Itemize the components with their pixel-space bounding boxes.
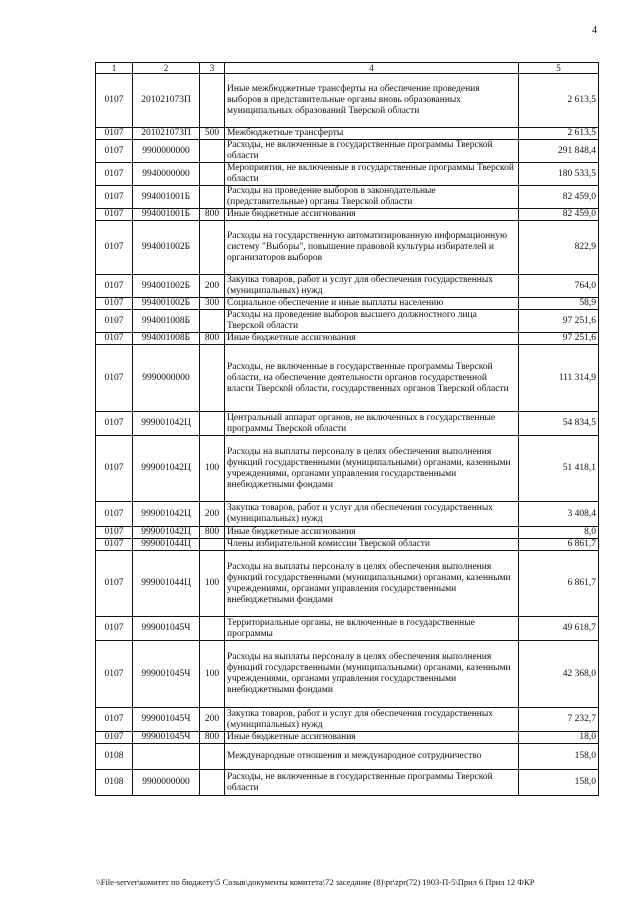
cell-c2: 999001042Ц bbox=[133, 502, 200, 527]
table-row bbox=[96, 140, 599, 163]
cell-c4: Территориальные органы, не включенные в государственные программы bbox=[225, 617, 519, 641]
cell-c1: 0107 bbox=[96, 163, 133, 186]
cell-c3 bbox=[200, 310, 225, 333]
table-row bbox=[96, 333, 599, 345]
cell-c5: 180 533,5 bbox=[519, 163, 599, 186]
table-row bbox=[96, 412, 599, 436]
cell-c1: 0107 bbox=[96, 333, 133, 345]
cell-c2: 9990000000 bbox=[133, 345, 200, 412]
table-row bbox=[96, 732, 599, 744]
cell-c2: 999001042Ц bbox=[133, 527, 200, 539]
cell-c2: 999001045Ч bbox=[133, 708, 200, 732]
cell-c1: 0107 bbox=[96, 641, 133, 708]
cell-c5: 8,0 bbox=[519, 527, 599, 539]
cell-c4: Иные бюджетные ассигнования bbox=[225, 527, 519, 539]
cell-c1: 0107 bbox=[96, 310, 133, 333]
cell-c4: Межбюджетные трансферты bbox=[225, 128, 519, 140]
cell-c3 bbox=[200, 74, 225, 128]
cell-c1: 0107 bbox=[96, 221, 133, 275]
cell-c4: Закупка товаров, работ и услуг для обеспечения государственных (муниципальных) нужд bbox=[225, 275, 519, 298]
table-row bbox=[96, 502, 599, 527]
cell-c1: 0107 bbox=[96, 345, 133, 412]
cell-c1: 0108 bbox=[96, 770, 133, 796]
cell-c5: 18,0 bbox=[519, 732, 599, 744]
budget-table bbox=[95, 62, 599, 796]
cell-c2: 999001042Ц bbox=[133, 412, 200, 436]
cell-c2: 999001042Ц bbox=[133, 436, 200, 502]
table-row bbox=[96, 527, 599, 539]
cell-c4: Расходы, не включенные в государственные программы Тверской области bbox=[225, 140, 519, 163]
page-number: 4 bbox=[592, 25, 597, 36]
cell-c3 bbox=[200, 345, 225, 412]
cell-c4: Расходы на выплаты персоналу в целях обеспечения выполнения функций государственными (муниципальными) органами, казенными учреждениями, органами управления государственными внебюджетными фондами bbox=[225, 436, 519, 502]
cell-c3 bbox=[200, 221, 225, 275]
table-row bbox=[96, 74, 599, 128]
cell-c5: 158,0 bbox=[519, 770, 599, 796]
table-row bbox=[96, 345, 599, 412]
cell-c5: 6 861,7 bbox=[519, 551, 599, 617]
cell-c4: Центральный аппарат органов, не включенных в государственные программы Тверской области bbox=[225, 412, 519, 436]
cell-c2: 994001008Б bbox=[133, 310, 200, 333]
cell-c4: Иные бюджетные ассигнования bbox=[225, 732, 519, 744]
cell-c1: 0107 bbox=[96, 275, 133, 298]
table-row bbox=[96, 221, 599, 275]
cell-c5: 82 459,0 bbox=[519, 209, 599, 221]
table-row bbox=[96, 436, 599, 502]
table-row bbox=[96, 186, 599, 209]
table-row bbox=[96, 539, 599, 551]
cell-c3: 800 bbox=[200, 527, 225, 539]
cell-c2: 994001001Б bbox=[133, 209, 200, 221]
table-row bbox=[96, 163, 599, 186]
table-row bbox=[96, 310, 599, 333]
cell-c3: 200 bbox=[200, 708, 225, 732]
cell-c1: 0107 bbox=[96, 140, 133, 163]
cell-c5: 49 618,7 bbox=[519, 617, 599, 641]
header-cell: 1 bbox=[96, 63, 133, 74]
cell-c3 bbox=[200, 163, 225, 186]
cell-c4: Иные межбюджетные трансферты на обеспечение проведения выборов в представительные органы вновь образованных муниципальных образований Тверской области bbox=[225, 74, 519, 128]
cell-c4: Международные отношения и международное сотрудничество bbox=[225, 744, 519, 770]
cell-c1: 0107 bbox=[96, 708, 133, 732]
cell-c1: 0107 bbox=[96, 209, 133, 221]
cell-c4: Расходы на проведение выборов в законодательные (представительные) органы Тверской области bbox=[225, 186, 519, 209]
header-cell: 2 bbox=[133, 63, 200, 74]
cell-c1: 0107 bbox=[96, 539, 133, 551]
cell-c2: 994001008Б bbox=[133, 333, 200, 345]
cell-c2: 999001045Ч bbox=[133, 617, 200, 641]
cell-c4: Расходы, не включенные в государственные программы Тверской области, на обеспечение деятельности органов государственной власти Тверской области, государственных органов Тверской области bbox=[225, 345, 519, 412]
cell-c1: 0107 bbox=[96, 551, 133, 617]
cell-c3 bbox=[200, 539, 225, 551]
table-row bbox=[96, 298, 599, 310]
header-cell: 5 bbox=[519, 63, 599, 74]
cell-c4: Расходы на проведение выборов высшего должностного лица Тверской области bbox=[225, 310, 519, 333]
cell-c2: 9900000000 bbox=[133, 140, 200, 163]
table-row bbox=[96, 770, 599, 796]
cell-c4: Расходы на государственную автоматизированную информационную систему "Выборы", повышение правовой культуры избирателей и организаторов выборов bbox=[225, 221, 519, 275]
cell-c1: 0107 bbox=[96, 527, 133, 539]
cell-c4: Члены избирательной комиссии Тверской области bbox=[225, 539, 519, 551]
cell-c5: 158,0 bbox=[519, 744, 599, 770]
cell-c1: 0107 bbox=[96, 186, 133, 209]
cell-c4: Закупка товаров, работ и услуг для обеспечения государственных (муниципальных) нужд bbox=[225, 708, 519, 732]
cell-c1: 0107 bbox=[96, 436, 133, 502]
cell-c2: 999001044Ц bbox=[133, 539, 200, 551]
cell-c2: 999001045Ч bbox=[133, 732, 200, 744]
table-row bbox=[96, 617, 599, 641]
cell-c4: Расходы на выплаты персоналу в целях обеспечения выполнения функций государственными (муниципальными) органами, казенными учреждениями, органами управления государственными внебюджетными фондами bbox=[225, 641, 519, 708]
cell-c4: Иные бюджетные ассигнования bbox=[225, 333, 519, 345]
cell-c1: 0107 bbox=[96, 617, 133, 641]
cell-c5: 51 418,1 bbox=[519, 436, 599, 502]
cell-c3: 100 bbox=[200, 551, 225, 617]
cell-c1: 0107 bbox=[96, 298, 133, 310]
table-row bbox=[96, 209, 599, 221]
cell-c2: 9900000000 bbox=[133, 770, 200, 796]
cell-c2: 9940000000 bbox=[133, 163, 200, 186]
cell-c1: 0107 bbox=[96, 412, 133, 436]
cell-c2: 994001002Б bbox=[133, 221, 200, 275]
cell-c5: 291 848,4 bbox=[519, 140, 599, 163]
cell-c2: 999001044Ц bbox=[133, 551, 200, 617]
cell-c5: 97 251,6 bbox=[519, 310, 599, 333]
cell-c5: 42 368,0 bbox=[519, 641, 599, 708]
header-row bbox=[96, 63, 599, 74]
cell-c2: 994001001Б bbox=[133, 186, 200, 209]
cell-c3 bbox=[200, 140, 225, 163]
cell-c3 bbox=[200, 412, 225, 436]
cell-c3: 300 bbox=[200, 298, 225, 310]
cell-c3: 800 bbox=[200, 732, 225, 744]
cell-c5: 2 613,5 bbox=[519, 74, 599, 128]
table-row bbox=[96, 551, 599, 617]
table-row bbox=[96, 128, 599, 140]
cell-c5: 82 459,0 bbox=[519, 186, 599, 209]
cell-c3 bbox=[200, 744, 225, 770]
cell-c1: 0107 bbox=[96, 732, 133, 744]
cell-c5: 822,9 bbox=[519, 221, 599, 275]
cell-c1: 0107 bbox=[96, 74, 133, 128]
cell-c3: 100 bbox=[200, 641, 225, 708]
cell-c2: 994001002Б bbox=[133, 275, 200, 298]
cell-c5: 2 613,5 bbox=[519, 128, 599, 140]
cell-c5: 7 232,7 bbox=[519, 708, 599, 732]
cell-c4: Мероприятия, не включенные в государственные программы Тверской области bbox=[225, 163, 519, 186]
cell-c5: 764,0 bbox=[519, 275, 599, 298]
cell-c3: 800 bbox=[200, 333, 225, 345]
cell-c5: 58,9 bbox=[519, 298, 599, 310]
table-row bbox=[96, 641, 599, 708]
cell-c2: 201021073П bbox=[133, 74, 200, 128]
cell-c4: Расходы, не включенные в государственные программы Тверской области bbox=[225, 770, 519, 796]
table-row bbox=[96, 744, 599, 770]
file-path-footer: \\File-server\комитет по бюджету\5 Созыв\документы комитета\72 заседание (8)\pr\zpr(72) 1903-П-5\Прил 6 Прил 12 ФКР bbox=[96, 877, 535, 887]
cell-c2 bbox=[133, 744, 200, 770]
header-cell: 3 bbox=[200, 63, 225, 74]
cell-c5: 54 834,5 bbox=[519, 412, 599, 436]
cell-c1: 0108 bbox=[96, 744, 133, 770]
cell-c3: 200 bbox=[200, 275, 225, 298]
cell-c5: 3 408,4 bbox=[519, 502, 599, 527]
cell-c4: Иные бюджетные ассигнования bbox=[225, 209, 519, 221]
cell-c1: 0107 bbox=[96, 128, 133, 140]
header-cell: 4 bbox=[225, 63, 519, 74]
cell-c3: 200 bbox=[200, 502, 225, 527]
cell-c4: Закупка товаров, работ и услуг для обеспечения государственных (муниципальных) нужд bbox=[225, 502, 519, 527]
cell-c5: 97 251,6 bbox=[519, 333, 599, 345]
cell-c3 bbox=[200, 186, 225, 209]
cell-c3 bbox=[200, 770, 225, 796]
cell-c2: 201021073П bbox=[133, 128, 200, 140]
cell-c4: Социальное обеспечение и иные выплаты населению bbox=[225, 298, 519, 310]
cell-c3 bbox=[200, 617, 225, 641]
cell-c4: Расходы на выплаты персоналу в целях обеспечения выполнения функций государственными (муниципальными) органами, казенными учреждениями, органами управления государственными внебюджетными фондами bbox=[225, 551, 519, 617]
cell-c5: 6 861,7 bbox=[519, 539, 599, 551]
table-row bbox=[96, 708, 599, 732]
cell-c2: 999001045Ч bbox=[133, 641, 200, 708]
cell-c3: 500 bbox=[200, 128, 225, 140]
cell-c5: 111 314,9 bbox=[519, 345, 599, 412]
cell-c3: 100 bbox=[200, 436, 225, 502]
cell-c1: 0107 bbox=[96, 502, 133, 527]
cell-c2: 994001002Б bbox=[133, 298, 200, 310]
cell-c3: 800 bbox=[200, 209, 225, 221]
table-row bbox=[96, 275, 599, 298]
